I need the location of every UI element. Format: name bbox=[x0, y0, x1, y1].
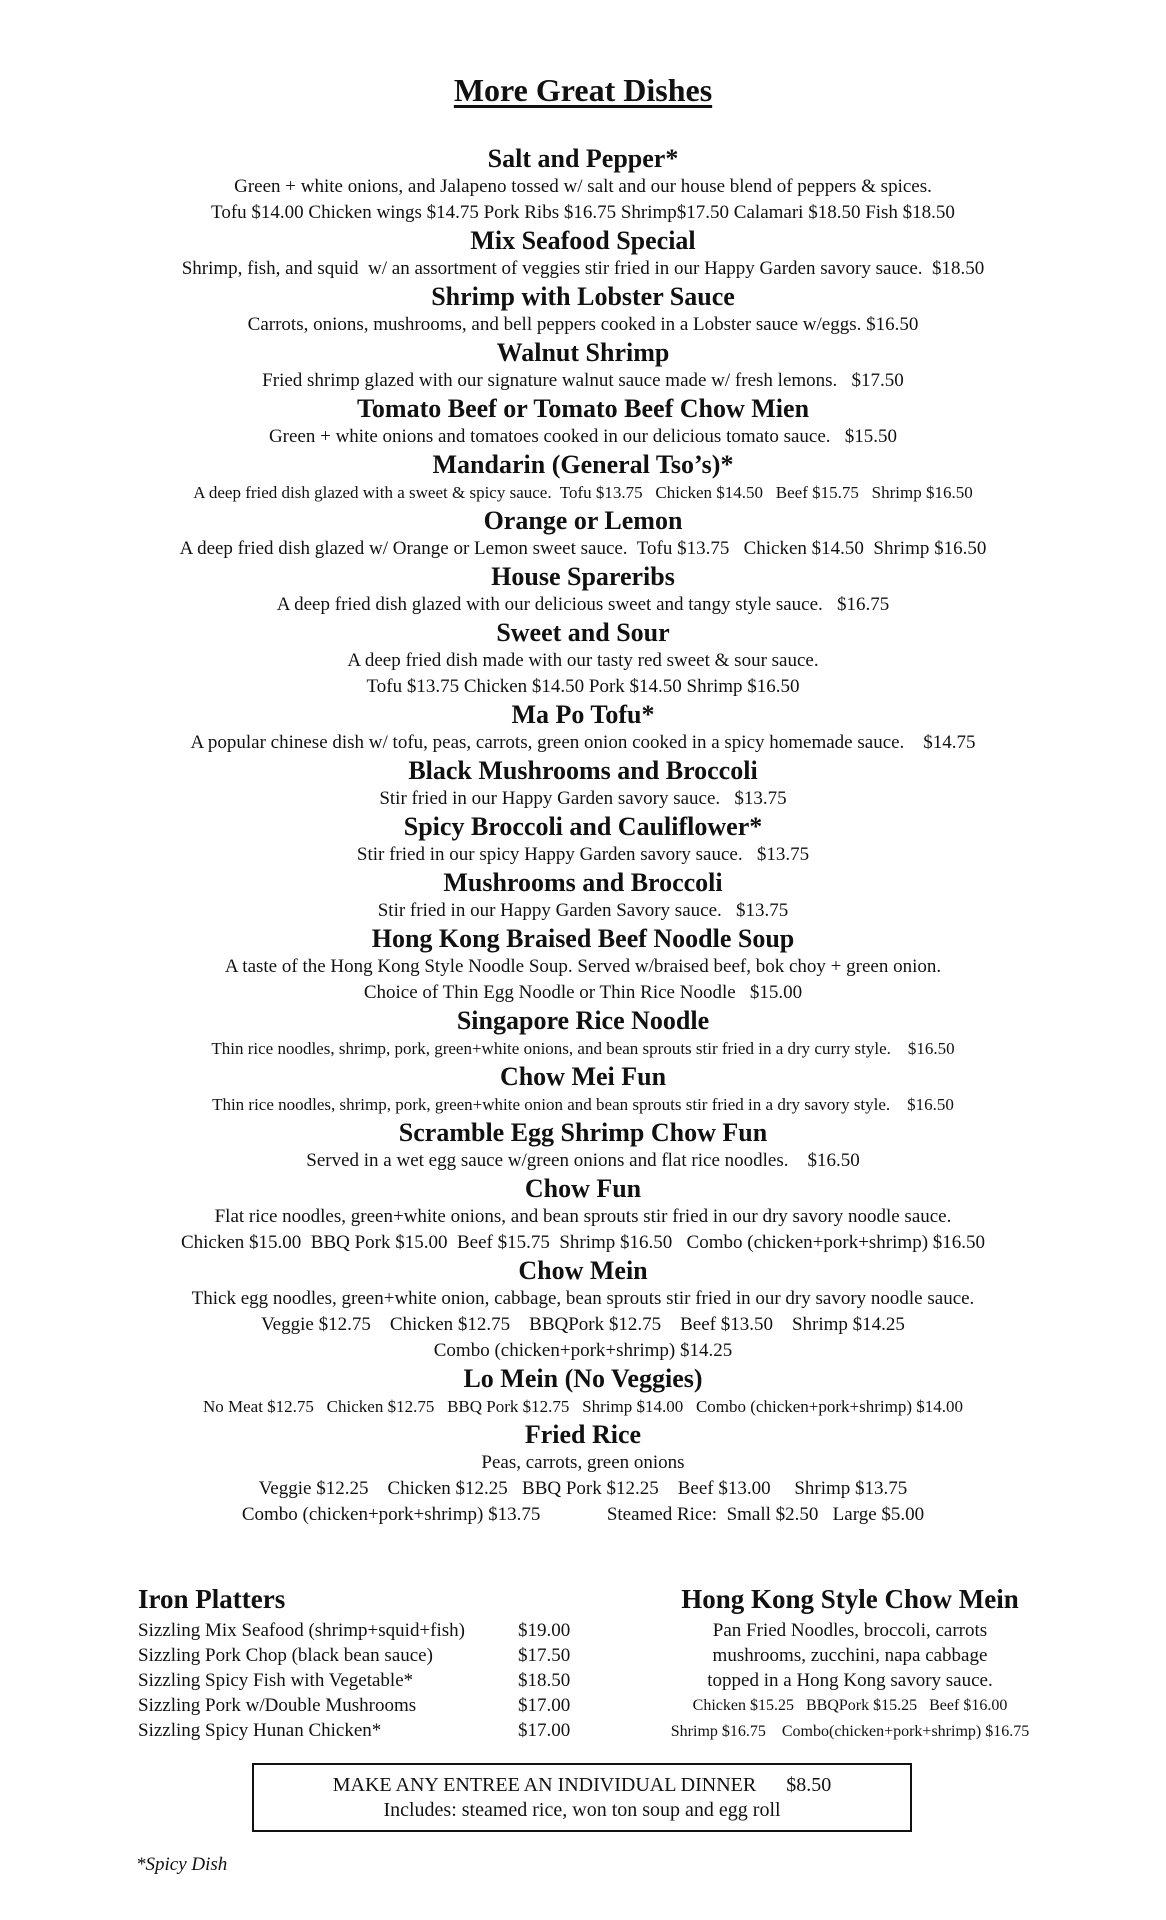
dish-description: Veggie $12.25 Chicken $12.25 BBQ Pork $12.25 Beef $13.00 Shrimp $13.75 bbox=[258, 1478, 908, 1499]
dish-item bbox=[0, 1364, 1166, 1420]
dish-name: Ma Po Tofu* bbox=[511, 700, 655, 729]
dish-name: Walnut Shrimp bbox=[496, 338, 670, 367]
dish-name: Scramble Egg Shrimp Chow Fun bbox=[398, 1118, 768, 1147]
dish-list bbox=[0, 144, 1166, 1528]
dish-description: A popular chinese dish w/ tofu, peas, carrots, green onion cooked in a spicy homemade sauce. $14.75 bbox=[190, 732, 976, 753]
dish-description: Tofu $14.00 Chicken wings $14.75 Pork Ribs $16.75 Shrimp$17.50 Calamari $18.50 Fish $18.50 bbox=[211, 202, 955, 223]
dish-item bbox=[0, 1174, 1166, 1256]
dish-item bbox=[0, 450, 1166, 506]
iron-platters-title: Iron Platters bbox=[138, 1584, 286, 1614]
dish-description: Green + white onions and tomatoes cooked in our delicious tomato sauce. $15.50 bbox=[268, 426, 898, 447]
dish-name: Black Mushrooms and Broccoli bbox=[408, 756, 758, 785]
iron-platter-price: $18.50 bbox=[518, 1670, 571, 1691]
dish-description: Tofu $13.75 Chicken $14.50 Pork $14.50 Shrimp $16.50 bbox=[366, 676, 800, 697]
dish-item bbox=[0, 144, 1166, 226]
dish-description: Chicken $15.00 BBQ Pork $15.00 Beef $15.75 Shrimp $16.50 Combo (chicken+pork+shrimp) $16.50 bbox=[180, 1232, 986, 1253]
iron-platter-row bbox=[138, 1693, 608, 1718]
dish-description: Carrots, onions, mushrooms, and bell peppers cooked in a Lobster sauce w/eggs. $16.50 bbox=[247, 314, 919, 335]
iron-platter-price: $19.00 bbox=[518, 1620, 571, 1641]
hk-desc-line: Pan Fried Noodles, broccoli, carrots bbox=[712, 1620, 988, 1641]
hk-price-line: Shrimp $16.75 Combo(chicken+pork+shrimp) $16.75 bbox=[670, 1723, 1030, 1740]
dish-item bbox=[0, 756, 1166, 812]
dish-description: A deep fried dish glazed with a sweet & spicy sauce. Tofu $13.75 Chicken $14.50 Beef $15.75 Shrimp $16.50 bbox=[193, 483, 973, 502]
hk-price-line: Chicken $15.25 BBQPork $15.25 Beef $16.00 bbox=[692, 1697, 1008, 1714]
dish-description: Stir fried in our Happy Garden savory sauce. $13.75 bbox=[379, 788, 787, 809]
dish-item bbox=[0, 700, 1166, 756]
dish-description: Thin rice noodles, shrimp, pork, green+white onion and bean sprouts stir fried in a dry savory style. $16.50 bbox=[212, 1095, 954, 1114]
dish-name: House Spareribs bbox=[491, 562, 675, 591]
dish-name: Lo Mein (No Veggies) bbox=[463, 1364, 703, 1393]
dish-item bbox=[0, 506, 1166, 562]
dish-description: Shrimp, fish, and squid w/ an assortment of veggies stir fried in our Happy Garden savory sauce. $18.50 bbox=[181, 258, 985, 279]
dish-description: No Meat $12.75 Chicken $12.75 BBQ Pork $12.75 Shrimp $14.00 Combo (chicken+pork+shrimp) $14.00 bbox=[202, 1397, 964, 1416]
dish-item bbox=[0, 562, 1166, 618]
iron-platter-name: Sizzling Pork Chop (black bean sauce) bbox=[138, 1645, 433, 1666]
dish-description: Served in a wet egg sauce w/green onions and flat rice noodles. $16.50 bbox=[306, 1150, 860, 1171]
iron-platter-price: $17.00 bbox=[518, 1695, 571, 1716]
dish-description: Peas, carrots, green onions bbox=[481, 1452, 685, 1473]
dish-description: Stir fried in our Happy Garden Savory sauce. $13.75 bbox=[377, 900, 789, 921]
dish-item bbox=[0, 338, 1166, 394]
dish-name: Sweet and Sour bbox=[496, 618, 670, 647]
dish-description: Green + white onions, and Jalapeno tossed w/ salt and our house blend of peppers & spices. bbox=[234, 176, 932, 197]
iron-platters-list bbox=[138, 1618, 608, 1743]
dish-name: Mix Seafood Special bbox=[470, 226, 696, 255]
dish-description: Veggie $12.75 Chicken $12.75 BBQPork $12.75 Beef $13.50 Shrimp $14.25 bbox=[261, 1314, 905, 1335]
hk-desc-line: topped in a Hong Kong savory sauce. bbox=[707, 1670, 993, 1691]
dish-item bbox=[0, 868, 1166, 924]
dish-description: Combo (chicken+pork+shrimp) $13.75 Steamed Rice: Small $2.50 Large $5.00 bbox=[241, 1504, 925, 1525]
iron-platter-price: $17.00 bbox=[518, 1720, 571, 1741]
iron-platter-price: $17.50 bbox=[518, 1645, 571, 1666]
iron-platter-name: Sizzling Spicy Fish with Vegetable* bbox=[138, 1670, 414, 1691]
dish-name: Chow Mei Fun bbox=[499, 1062, 667, 1091]
dish-description: Fried shrimp glazed with our signature walnut sauce made w/ fresh lemons. $17.50 bbox=[262, 370, 904, 391]
dish-description: Combo (chicken+pork+shrimp) $14.25 bbox=[433, 1340, 733, 1361]
hk-chow-mein-title: Hong Kong Style Chow Mein bbox=[681, 1584, 1019, 1614]
dish-name: Mushrooms and Broccoli bbox=[443, 868, 723, 897]
dish-item bbox=[0, 618, 1166, 700]
dish-name: Mandarin (General Tso’s)* bbox=[432, 450, 734, 479]
dish-item bbox=[0, 1256, 1166, 1364]
page-title: More Great Dishes bbox=[453, 72, 713, 108]
dinner-offer-line: MAKE ANY ENTREE AN INDIVIDUAL DINNER $8.50 bbox=[332, 1774, 832, 1796]
dish-name: Shrimp with Lobster Sauce bbox=[431, 282, 735, 311]
dish-name: Orange or Lemon bbox=[483, 506, 683, 535]
dinner-includes-line: Includes: steamed rice, won ton soup and egg roll bbox=[383, 1799, 781, 1821]
individual-dinner-box bbox=[252, 1763, 912, 1832]
dish-description: A taste of the Hong Kong Style Noodle Soup. Served w/braised beef, bok choy + green onion. bbox=[224, 956, 942, 977]
hk-desc-line: mushrooms, zucchini, napa cabbage bbox=[712, 1645, 988, 1666]
dish-item bbox=[0, 1118, 1166, 1174]
dish-description: A deep fried dish glazed with our delicious sweet and tangy style sauce. $16.75 bbox=[276, 594, 890, 615]
dish-description: Stir fried in our spicy Happy Garden savory sauce. $13.75 bbox=[356, 844, 810, 865]
dish-name: Spicy Broccoli and Cauliflower* bbox=[403, 812, 763, 841]
dish-item bbox=[0, 394, 1166, 450]
dish-name: Chow Fun bbox=[524, 1174, 642, 1203]
dish-item bbox=[0, 1062, 1166, 1118]
dish-item bbox=[0, 924, 1166, 1006]
dish-description: Thin rice noodles, shrimp, pork, green+white onions, and bean sprouts stir fried in a dry curry style. $16.50 bbox=[211, 1039, 955, 1058]
dish-description: A deep fried dish glazed w/ Orange or Lemon sweet sauce. Tofu $13.75 Chicken $14.50 Shrimp $16.50 bbox=[179, 538, 987, 559]
dish-item bbox=[0, 1006, 1166, 1062]
iron-platter-row bbox=[138, 1618, 608, 1643]
iron-platter-name: Sizzling Spicy Hunan Chicken* bbox=[138, 1720, 382, 1741]
dish-name: Salt and Pepper* bbox=[487, 144, 679, 173]
dish-description: Thick egg noodles, green+white onion, cabbage, bean sprouts stir fried in our dry savory noodle sauce. bbox=[191, 1288, 975, 1309]
dish-description: A deep fried dish made with our tasty red sweet & sour sauce. bbox=[347, 650, 819, 671]
dish-name: Singapore Rice Noodle bbox=[456, 1006, 710, 1035]
dish-item bbox=[0, 1420, 1166, 1528]
dish-name: Tomato Beef or Tomato Beef Chow Mien bbox=[356, 394, 810, 423]
iron-platters-section bbox=[138, 1582, 608, 1743]
spicy-footnote: *Spicy Dish bbox=[136, 1854, 228, 1875]
dish-description: Flat rice noodles, green+white onions, and bean sprouts stir fried in our dry savory noodle sauce. bbox=[214, 1206, 952, 1227]
iron-platter-row bbox=[138, 1643, 608, 1668]
dish-item bbox=[0, 226, 1166, 282]
dish-item bbox=[0, 282, 1166, 338]
iron-platter-name: Sizzling Pork w/Double Mushrooms bbox=[138, 1695, 417, 1716]
iron-platter-row bbox=[138, 1668, 608, 1693]
dish-name: Chow Mein bbox=[518, 1256, 648, 1285]
dish-name: Fried Rice bbox=[524, 1420, 642, 1449]
hk-chow-mein-section bbox=[640, 1582, 1060, 1745]
dish-name: Hong Kong Braised Beef Noodle Soup bbox=[371, 924, 795, 953]
dish-item bbox=[0, 812, 1166, 868]
iron-platter-row bbox=[138, 1718, 608, 1743]
dish-description: Choice of Thin Egg Noodle or Thin Rice Noodle $15.00 bbox=[363, 982, 803, 1003]
iron-platter-name: Sizzling Mix Seafood (shrimp+squid+fish) bbox=[138, 1620, 465, 1641]
